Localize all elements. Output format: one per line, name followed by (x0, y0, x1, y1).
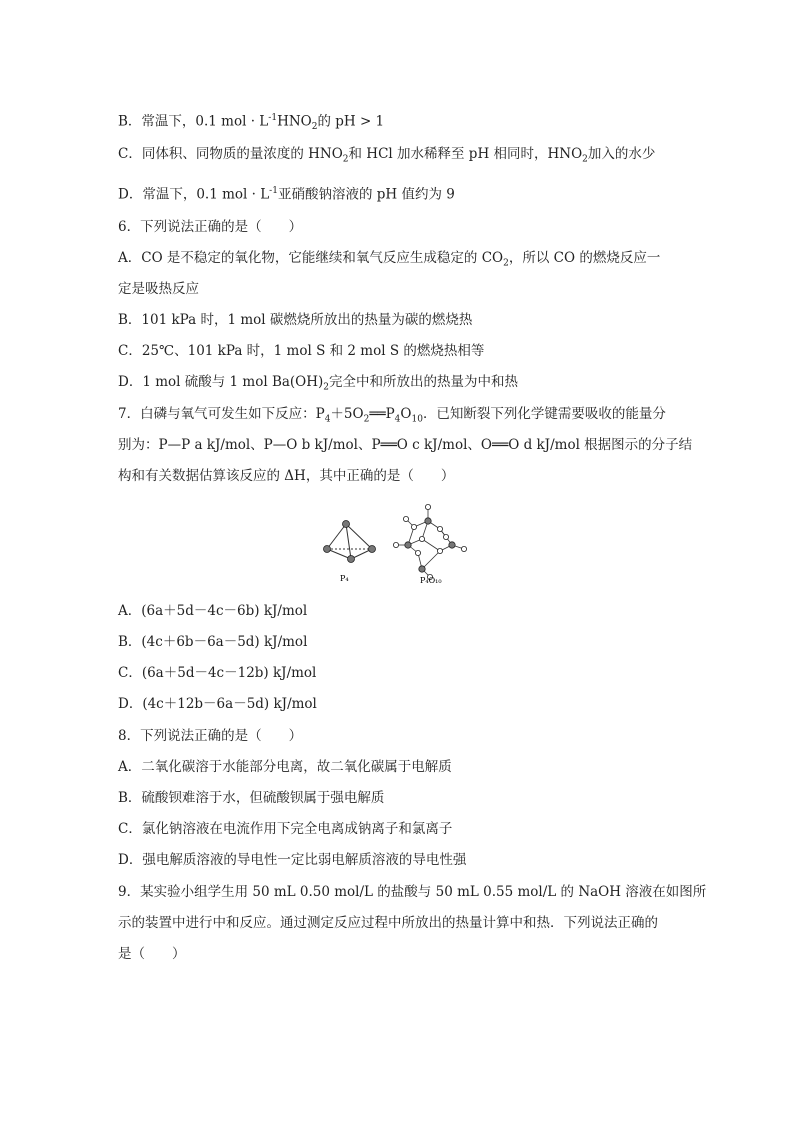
q7-option-c: C．(6a＋5d－4c－12b) kJ/mol (118, 665, 317, 681)
q8-stem: 8．下列说法正确的是（ ） (118, 728, 303, 744)
q7-option-a: A．(6a＋5d－4c－6b) kJ/mol (118, 603, 308, 619)
molecule-structure-figure (318, 497, 488, 589)
q6-option-b: B．101 kPa 时，1 mol 碳燃烧所放出的热量为碳的燃烧热 (118, 312, 473, 328)
q5-option-c: C．同体积、同物质的量浓度的 $HNO_2$和 HCl 加水稀释至 pH 相同时，$HNO_2$加入的水少 (118, 146, 656, 165)
q9-stem-line2: 示的装置中进行中和反应。通过测定反应过程中所放出的热量计算中和热．下列说法正确的 (118, 915, 658, 931)
q7-stem-line1: 7．白磷与氧气可发生如下反应：$P_4+5O_2══P_4O_{10}$．已知断裂下列化学键需要吸收的能量分 (118, 406, 666, 425)
p4o10-label: P₄O₁₀ (420, 576, 442, 585)
q6-option-a-line2: 定是吸热反应 (118, 281, 199, 297)
q9-stem-line3: 是（ ） (118, 946, 186, 962)
q6-option-d: D．1 mol 硫酸与 1 mol $Ba(OH)_2$完全中和所放出的热量为中和热 (118, 374, 519, 393)
q7-option-b: B．(4c＋6b－6a－5d) kJ/mol (118, 634, 308, 650)
q5-option-d: D．常温下，0.1 mol · $L^{-1}$亚硝酸钠溶液的 pH 值约为 9 (118, 186, 455, 203)
q8-option-b: B．硫酸钡难溶于水，但硫酸钡属于强电解质 (118, 790, 385, 806)
q6-stem: 6．下列说法正确的是（ ） (118, 219, 303, 235)
p4-label: P₄ (340, 574, 349, 583)
q8-option-c: C．氯化钠溶液在电流作用下完全电离成钠离子和氯离子 (118, 821, 453, 837)
q6-option-a-line1: A．CO 是不稳定的氧化物，它能继续和氧气反应生成稳定的 $CO_2$，所以 CO 的燃烧反应一 (118, 250, 661, 269)
q5-option-b: B．常温下，0.1 mol · $L^{-1}HNO_2$的 pH > 1 (118, 113, 385, 133)
p4-structure (327, 524, 372, 559)
q7-stem-line3: 构和有关数据估算该反应的 ΔH，其中正确的是（ ） (118, 468, 455, 484)
q6-option-c: C．25℃、101 kPa 时，1 mol S 和 2 mol S 的燃烧热相等 (118, 343, 485, 359)
q7-stem-line2: 别为：P—P a kJ/mol、P—O b kJ/mol、P══O c kJ/mol、O══O d kJ/mol 根据图示的分子结 (118, 437, 693, 453)
q9-stem-line1: 9．某实验小组学生用 50 mL 0.50 mol/L 的盐酸与 50 mL 0.55 mol/L 的 NaOH 溶液在如图所 (118, 884, 707, 900)
q7-option-d: D．(4c＋12b－6a－5d) kJ/mol (118, 696, 317, 712)
q8-option-a: A．二氧化碳溶于水能部分电离，故二氧化碳属于电解质 (118, 759, 452, 775)
q8-option-d: D．强电解质溶液的导电性一定比弱电解质溶液的导电性强 (118, 852, 467, 868)
